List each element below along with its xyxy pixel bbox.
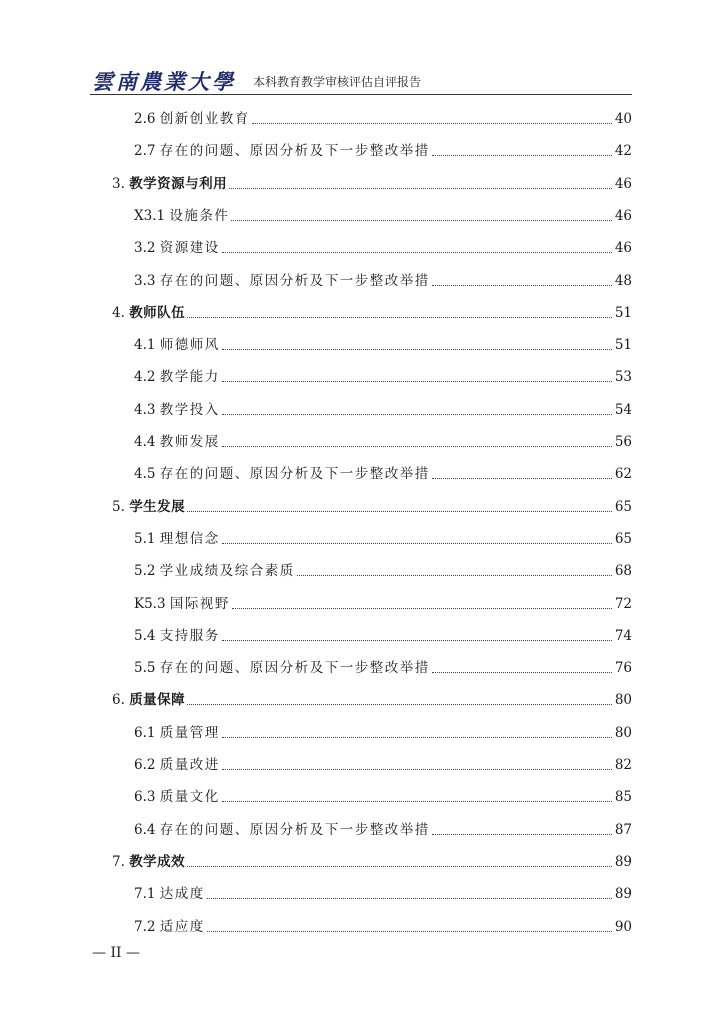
toc-entry-title: 达成度 xyxy=(159,886,205,903)
toc-entry-number: 3. xyxy=(112,175,125,192)
toc-entry-title: 存在的问题、原因分析及下一步整改举措 xyxy=(159,143,430,160)
toc-entry-title: 理想信念 xyxy=(159,530,220,547)
toc-entry-title: 存在的问题、原因分析及下一步整改举措 xyxy=(159,660,430,677)
toc-dot-leader xyxy=(252,122,612,124)
toc-section-entry[interactable] xyxy=(134,657,632,677)
toc-entry-number: 5.5 xyxy=(134,660,156,677)
toc-page-number: 46 xyxy=(614,240,632,257)
toc-entry-title: 教学能力 xyxy=(159,369,220,386)
toc-entry-number: 2.7 xyxy=(134,143,156,160)
toc-page-number: 48 xyxy=(614,272,632,289)
toc-chapter-entry[interactable] xyxy=(112,496,632,516)
toc-dot-leader xyxy=(297,574,612,576)
toc-section-entry[interactable] xyxy=(134,270,632,290)
toc-entry-number: 2.6 xyxy=(134,111,156,127)
toc-entry-number: 6. xyxy=(112,692,125,709)
toc-entry-number: 4.3 xyxy=(134,401,156,418)
toc-dot-leader xyxy=(222,542,612,544)
toc-entry-number: 7.1 xyxy=(134,886,156,903)
toc-page-number: 54 xyxy=(614,401,632,418)
toc-page-number: 80 xyxy=(614,692,632,709)
toc-section-entry[interactable] xyxy=(134,625,632,645)
toc-dot-leader xyxy=(222,413,612,415)
toc-dot-leader xyxy=(232,607,612,609)
toc-entry-title: 支持服务 xyxy=(159,627,220,644)
toc-entry-title: 教学成效 xyxy=(129,853,186,870)
toc-section-entry[interactable] xyxy=(134,205,632,225)
page-number: — II — xyxy=(92,945,140,961)
toc-dot-leader xyxy=(432,477,612,479)
toc-page-number: 76 xyxy=(614,660,632,677)
toc-entry-title: 质量文化 xyxy=(159,789,220,806)
toc-entry-number: 4. xyxy=(112,304,125,321)
university-logo: 雲南農業大學 xyxy=(92,69,236,94)
toc-section-entry[interactable] xyxy=(134,399,632,419)
toc-section-entry[interactable] xyxy=(134,334,632,354)
toc-entry-number: 4.1 xyxy=(134,337,156,354)
report-title: 本科教育教学审核评估自评报告 xyxy=(253,75,422,89)
toc-entry-number: 5. xyxy=(112,498,125,515)
toc-entry-title: 设施条件 xyxy=(169,207,230,224)
toc-dot-leader xyxy=(231,219,612,221)
toc-entry-title: 学业成绩及综合素质 xyxy=(159,563,295,580)
toc-page-number: 65 xyxy=(614,530,632,547)
toc-dot-leader xyxy=(207,930,612,932)
toc-page-number: 85 xyxy=(614,789,632,806)
toc-entry-title: 国际视野 xyxy=(169,595,230,612)
toc-page-number: 90 xyxy=(614,918,632,935)
toc-dot-leader xyxy=(222,348,612,350)
toc-page-number: 68 xyxy=(614,563,632,580)
toc-page-number: 89 xyxy=(614,886,632,903)
toc-entry-title: 教师队伍 xyxy=(129,304,186,321)
toc-entry-number: K5.3 xyxy=(134,595,166,612)
toc-chapter-entry[interactable] xyxy=(112,851,632,871)
toc-chapter-entry[interactable] xyxy=(112,302,632,322)
toc-entry-title: 教学资源与利用 xyxy=(129,175,228,192)
toc-entry-title: 存在的问题、原因分析及下一步整改举措 xyxy=(159,272,430,289)
toc-dot-leader xyxy=(222,800,612,802)
toc-dot-leader xyxy=(432,284,612,286)
toc-section-entry[interactable] xyxy=(134,786,632,806)
toc-dot-leader xyxy=(187,316,612,318)
toc-page-number: 42 xyxy=(614,143,632,160)
toc-entry-number: 7. xyxy=(112,853,125,870)
toc-entry-title: 教学投入 xyxy=(159,401,220,418)
toc-entry-title: 适应度 xyxy=(159,918,205,935)
page-header xyxy=(90,64,632,95)
toc-page-number: 72 xyxy=(614,595,632,612)
toc-page-number: 56 xyxy=(614,434,632,450)
toc-dot-leader xyxy=(187,703,612,705)
toc-page-number: 46 xyxy=(614,207,632,224)
toc-dot-leader xyxy=(222,445,612,447)
toc-entry-number: 5.4 xyxy=(134,627,156,644)
toc-entry-number: 4.2 xyxy=(134,369,156,386)
toc-entry-title: 质量保障 xyxy=(129,692,186,709)
toc-page-number: 46 xyxy=(614,175,632,192)
toc-section-entry[interactable] xyxy=(134,237,632,257)
toc-section-entry[interactable] xyxy=(134,108,632,128)
toc-page-number: 87 xyxy=(614,821,632,838)
toc-entry-title: 存在的问题、原因分析及下一步整改举措 xyxy=(159,821,430,838)
toc-dot-leader xyxy=(222,380,612,382)
toc-dot-leader xyxy=(432,154,612,156)
toc-entry-number: 6.1 xyxy=(134,724,156,741)
toc-page-number: 82 xyxy=(614,757,632,773)
toc-dot-leader xyxy=(207,897,612,899)
toc-section-entry[interactable] xyxy=(134,819,632,839)
toc-entry-title: 学生发展 xyxy=(129,498,186,515)
toc-section-entry[interactable] xyxy=(134,366,632,386)
toc-dot-leader xyxy=(432,833,612,835)
toc-page-number: 62 xyxy=(614,466,632,483)
toc-section-entry[interactable] xyxy=(134,463,632,483)
toc-entry-number: 6.3 xyxy=(134,789,156,806)
toc-entry-number: 6.2 xyxy=(134,757,156,773)
toc-entry-title: 质量管理 xyxy=(159,724,220,741)
toc-section-entry[interactable] xyxy=(134,593,632,613)
toc-page-number: 51 xyxy=(614,337,632,354)
toc-page-number: 65 xyxy=(614,498,632,515)
toc-page-number: 40 xyxy=(614,111,632,127)
toc-entry-number: 6.4 xyxy=(134,821,156,838)
toc-page-number: 51 xyxy=(614,304,632,321)
toc-entry-title: 师德师风 xyxy=(159,337,220,354)
toc-entry-title: 教师发展 xyxy=(159,434,220,450)
toc-chapter-entry[interactable] xyxy=(112,173,632,193)
toc-section-entry[interactable] xyxy=(134,754,632,774)
toc-dot-leader xyxy=(222,768,612,770)
toc-dot-leader xyxy=(187,865,612,867)
toc-entry-number: 5.1 xyxy=(134,530,156,547)
toc-section-entry[interactable] xyxy=(134,916,632,936)
toc-entry-number: 3.3 xyxy=(134,272,156,289)
toc-section-entry[interactable] xyxy=(134,560,632,580)
toc-page-number: 53 xyxy=(614,369,632,386)
toc-dot-leader xyxy=(229,187,612,189)
toc-dot-leader xyxy=(187,510,612,512)
toc-dot-leader xyxy=(222,736,612,738)
toc-entry-title: 创新创业教育 xyxy=(159,111,250,127)
toc-section-entry[interactable] xyxy=(134,883,632,903)
toc-entry-number: 4.4 xyxy=(134,434,156,450)
toc-dot-leader xyxy=(432,671,612,673)
toc-dot-leader xyxy=(222,639,612,641)
toc-entry-title: 资源建设 xyxy=(159,240,220,257)
toc-page-number: 74 xyxy=(614,627,632,644)
toc-entry-number: 3.2 xyxy=(134,240,156,257)
toc-section-entry[interactable] xyxy=(134,528,632,548)
toc-entry-number: X3.1 xyxy=(134,207,166,224)
toc-page-number: 89 xyxy=(614,853,632,870)
toc-section-entry[interactable] xyxy=(134,722,632,742)
toc-chapter-entry[interactable] xyxy=(112,689,632,709)
toc-entry-number: 7.2 xyxy=(134,918,156,935)
toc-entry-number: 4.5 xyxy=(134,466,156,483)
toc-entry-title: 质量改进 xyxy=(159,757,220,773)
toc-page-number: 80 xyxy=(614,724,632,741)
toc-entry-number: 5.2 xyxy=(134,563,156,580)
toc-entry-title: 存在的问题、原因分析及下一步整改举措 xyxy=(159,466,430,483)
toc-dot-leader xyxy=(222,251,612,253)
toc-section-entry[interactable] xyxy=(134,140,632,160)
toc-section-entry[interactable] xyxy=(134,431,632,451)
